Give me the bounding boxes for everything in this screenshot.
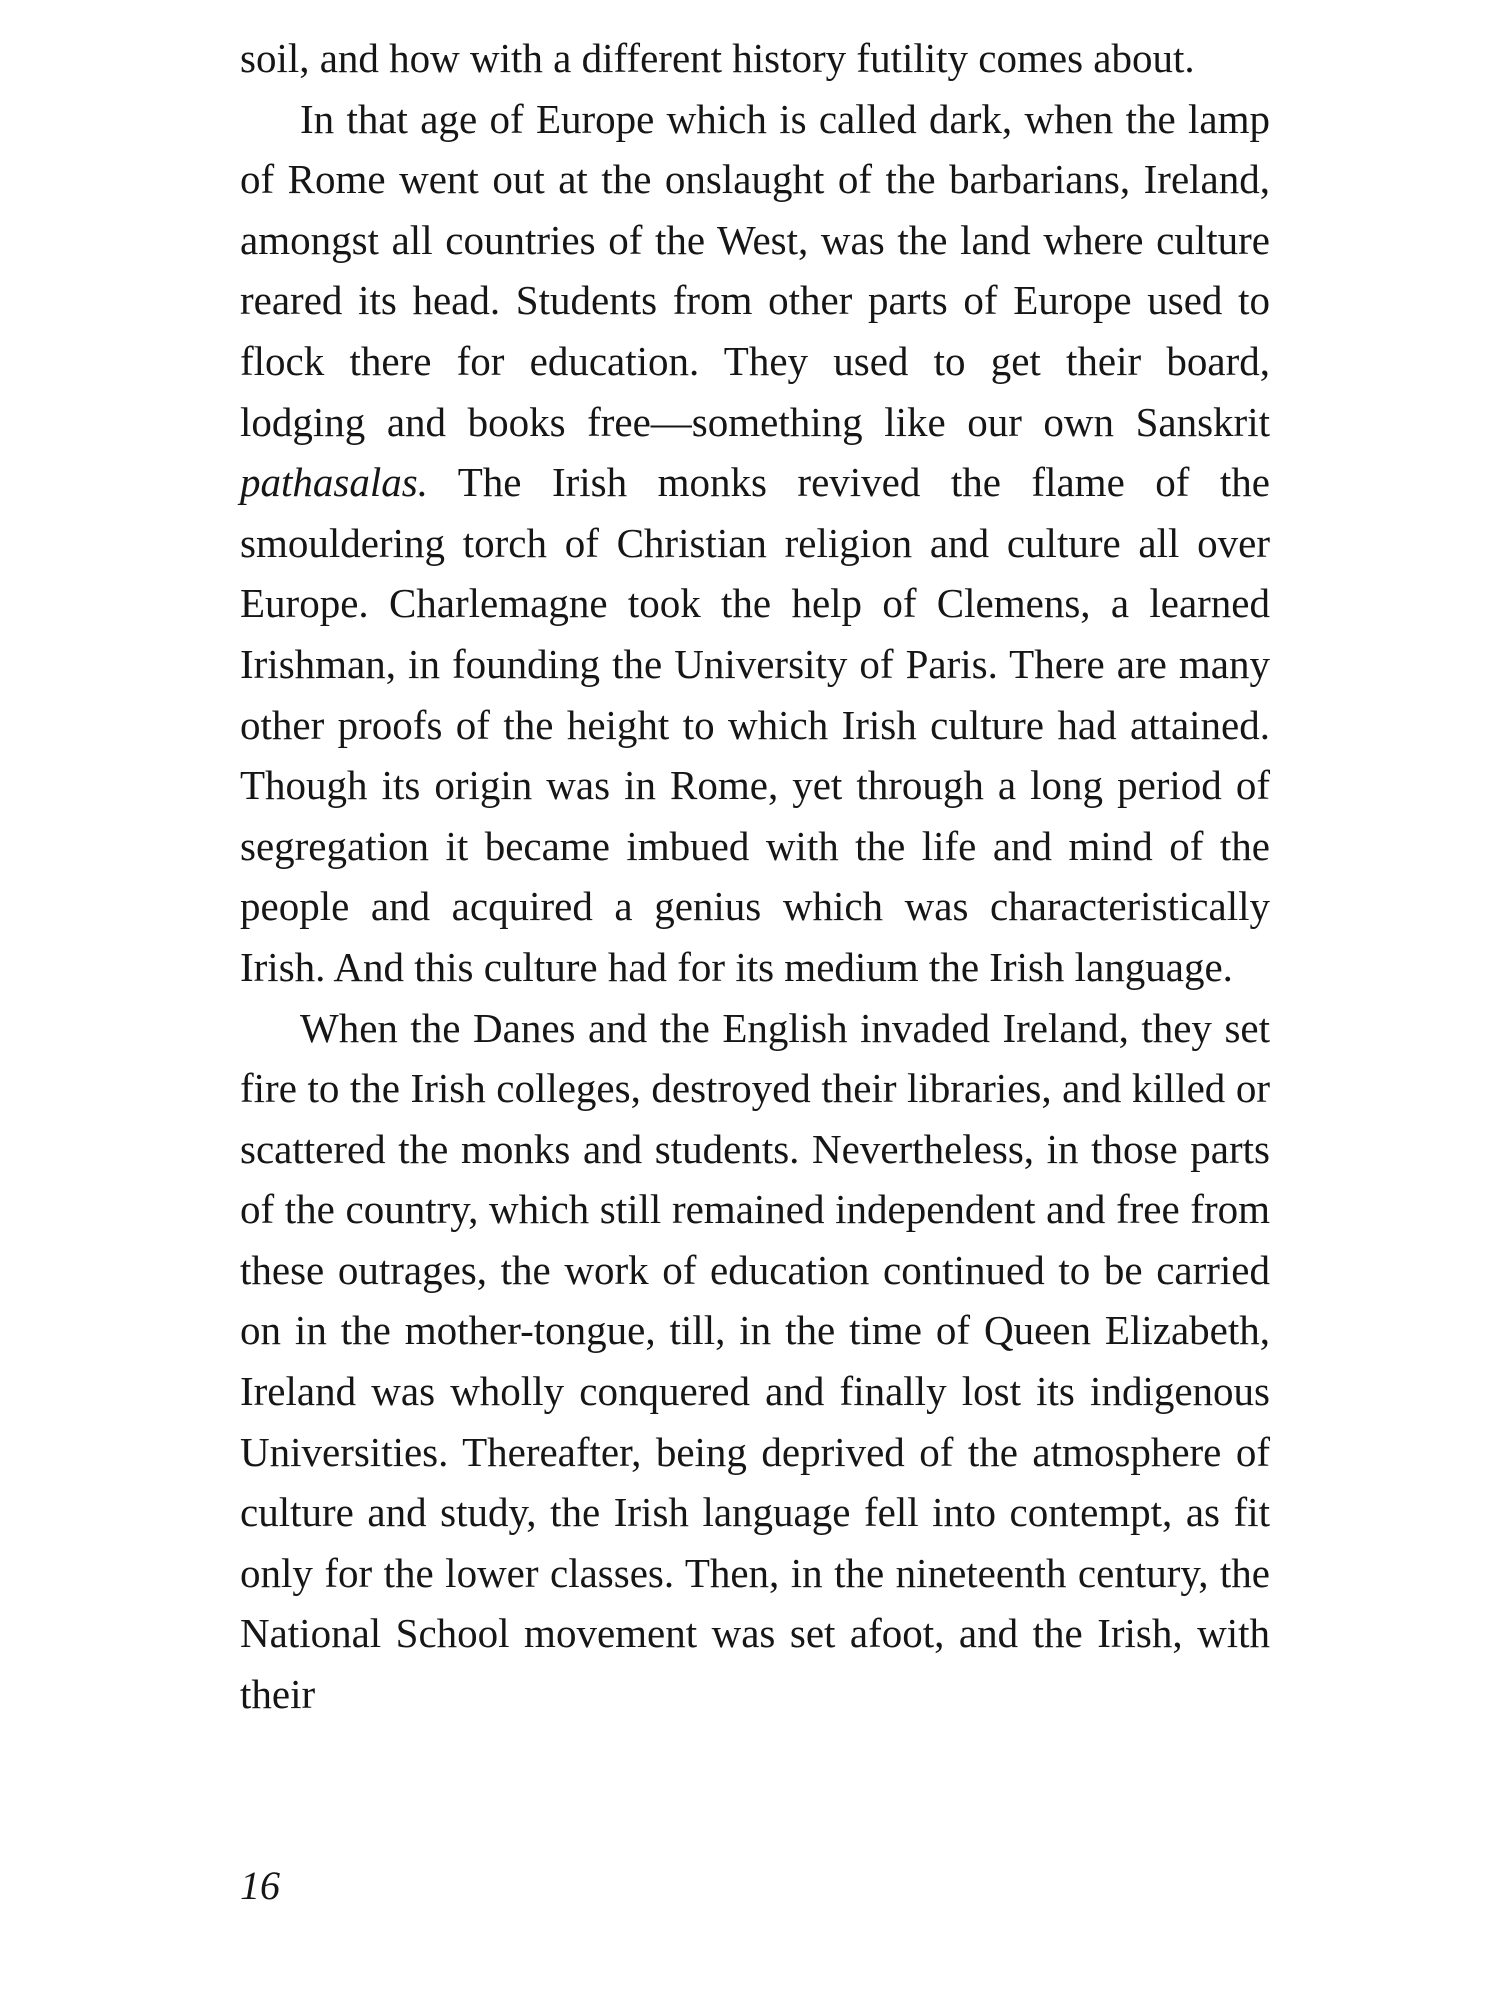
paragraph-3 [240,998,1270,1725]
page-number: 16 [240,1863,280,1908]
text-segment: In that age of Europe which is called dark, when the lamp of Rome went out at the onslaught of the barbarians, Ireland, amongst all countries of the West, was the land where culture reared its head. Students from other parts of Europe used to flock there for education. They used to get their board, lodging and books free—something like our own Sanskrit [240,95,1270,445]
paragraph-2 [240,89,1270,998]
text-segment: soil, and how with a different history futility comes about. [240,35,1195,81]
text-segment: The Irish monks revived the flame of the smouldering torch of Christian religion and culture all over Europe. Charlemagne took the help of Clemens, a learned Irishman, in founding the University of Paris. There are many other proofs of the height to which Irish culture had attained. Though its origin was in Rome, yet through a long period of segregation it became imbued with the life and mind of the people and acquired a genius which was characteristically Irish. And this culture had for its medium the Irish language. [240,459,1270,990]
paragraph-1 [240,28,1270,89]
italic-term: pathasalas. [240,459,428,506]
body-text [240,28,1270,1725]
text-segment: When the Danes and the English invaded Ireland, they set fire to the Irish colleges, destroyed their libraries, and killed or scattered the monks and students. Nevertheless, in those parts of the country, which still remained independent and free from these outrages, the work of education continued to be carried on in the mother-tongue, till, in the time of Queen Elizabeth, Ireland was wholly conquered and finally lost its indigenous Universities. Thereafter, being deprived of the atmosphere of culture and study, the Irish language fell into contempt, as fit only for the lower classes. Then, in the nineteenth century, the National School movement was set afoot, and the Irish, with their [240,1004,1270,1718]
